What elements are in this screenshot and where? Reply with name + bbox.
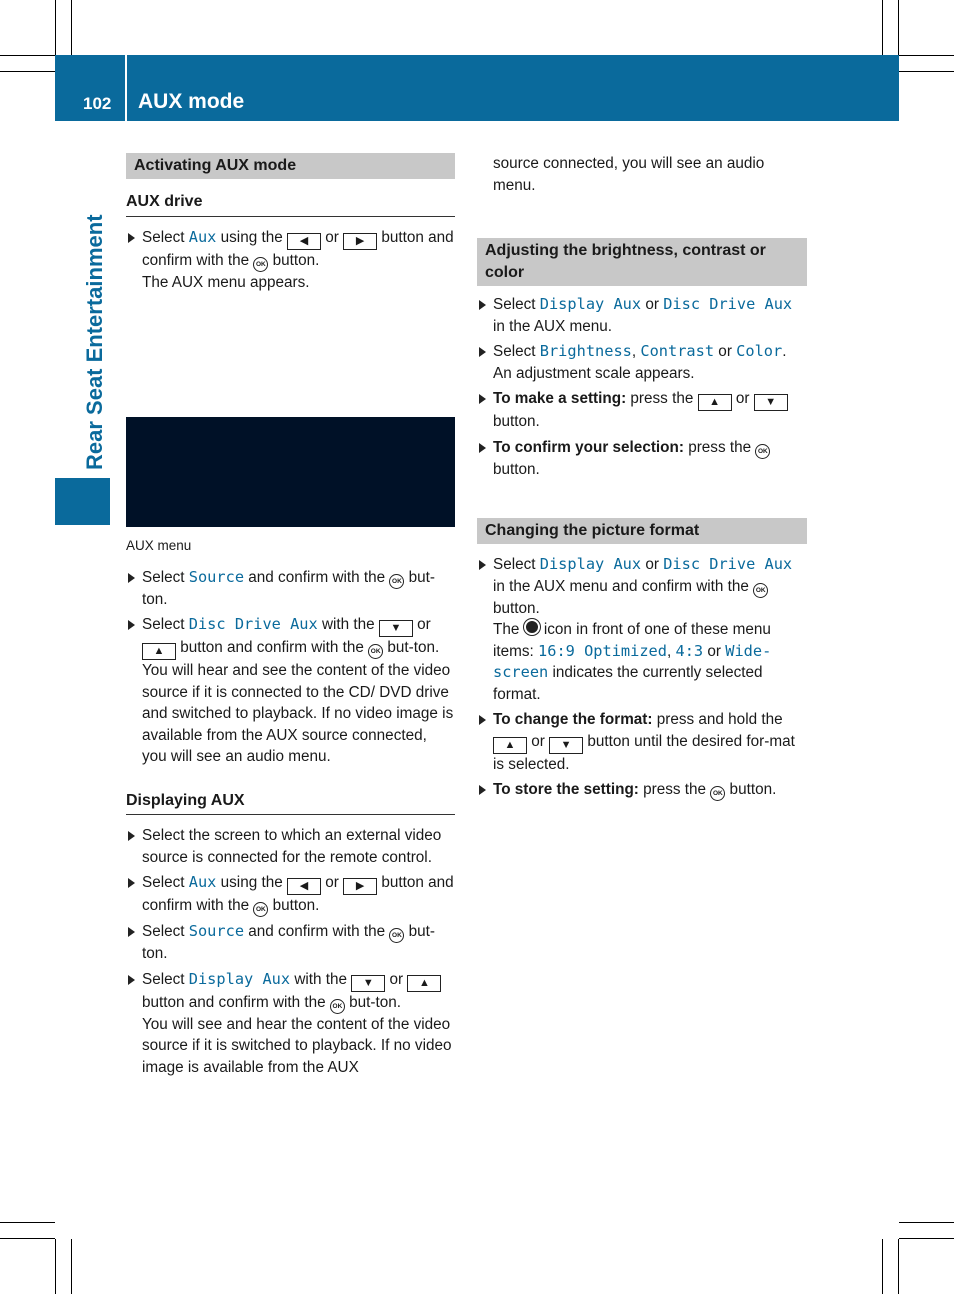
menu-item-code: Source — [188, 922, 245, 940]
text: or — [412, 616, 431, 633]
text: button and confirm with the — [142, 874, 454, 914]
list-item — [477, 294, 807, 337]
menu-item-code: 4:3 — [675, 641, 704, 660]
text: or — [385, 970, 408, 988]
bullet-arrow-icon — [128, 878, 135, 888]
text: but-ton. — [344, 993, 402, 1011]
text: . — [782, 343, 787, 360]
menu-item-code: Source — [188, 567, 245, 586]
bullet-arrow-icon — [479, 347, 486, 357]
list-item — [126, 921, 455, 965]
crop-mark — [898, 1239, 899, 1294]
text: or — [641, 556, 664, 573]
aux-menu-screen-image — [126, 417, 455, 527]
text: button. — [268, 251, 320, 269]
chapter-label: Rear Seat Entertainment — [82, 214, 107, 470]
text: or — [714, 343, 737, 360]
list-item — [477, 437, 807, 481]
menu-item-code: Brightness — [539, 342, 632, 360]
text: button and confirm with the — [142, 993, 330, 1011]
up-arrow-button-icon: ▲ — [493, 737, 527, 754]
menu-item-code: 16:9 Optimized — [538, 641, 667, 660]
menu-item-code: Aux — [188, 873, 217, 891]
text: using the — [216, 228, 287, 246]
list-item — [126, 872, 455, 917]
step-result: You will see and hear the content of the video source if it is switched to playback. If no video image is available from the AUX — [142, 1015, 452, 1076]
text: button. — [725, 781, 777, 798]
bullet-arrow-icon — [479, 443, 486, 453]
text: press the — [683, 438, 756, 456]
subsection-heading: AUX drive — [126, 191, 455, 217]
crop-mark — [898, 0, 899, 55]
bullet-arrow-icon — [479, 560, 486, 570]
text: using the — [216, 874, 287, 891]
step-result: You will hear and see the content of the video source if it is connected to the CD/ DVD drive and switched to playback. If no video image is available from the AUX source connected, you will see an audio menu. — [142, 662, 454, 765]
image-placeholder — [126, 297, 455, 409]
text: press the — [638, 781, 711, 798]
down-arrow-button-icon: ▼ — [379, 620, 413, 637]
text: with the — [317, 616, 379, 633]
text: button. — [493, 460, 540, 478]
text: or — [321, 874, 344, 891]
crop-mark — [71, 1239, 72, 1294]
list-item — [477, 779, 807, 801]
crop-mark — [71, 0, 72, 55]
crop-mark — [899, 55, 954, 56]
bullet-arrow-icon — [479, 785, 486, 795]
bullet-arrow-icon — [128, 975, 135, 985]
crop-mark — [882, 1239, 883, 1294]
bullet-arrow-icon — [479, 715, 486, 725]
text: or — [527, 732, 550, 750]
menu-item-code: Aux — [188, 227, 217, 246]
text: indicates the currently selected format. — [493, 664, 763, 703]
menu-item-code: Display Aux — [539, 555, 642, 573]
right-column — [477, 153, 807, 805]
right-arrow-button-icon: ▶ — [343, 233, 377, 250]
text: but-ton. — [142, 923, 436, 962]
down-arrow-button-icon: ▼ — [351, 975, 385, 992]
menu-item-code: Color — [736, 342, 783, 360]
menu-item-code: Display Aux — [539, 295, 642, 313]
section-title: Adjusting the brightness, contrast or color — [477, 238, 807, 286]
text: Select — [493, 296, 540, 313]
text: or — [321, 228, 344, 246]
ok-button-icon: OK — [330, 999, 345, 1014]
crop-mark — [899, 1222, 954, 1223]
menu-item-code: Contrast — [640, 342, 715, 360]
text: button and confirm with the — [176, 639, 369, 656]
bullet-arrow-icon — [128, 233, 135, 243]
list-item — [477, 341, 807, 384]
text: press the — [626, 390, 698, 407]
crop-mark — [899, 1238, 954, 1239]
left-arrow-button-icon: ◀ — [287, 233, 321, 250]
step-result: The AUX menu appears. — [142, 273, 310, 291]
section-title: Activating AUX mode — [126, 153, 455, 179]
step-label: To make a setting: — [493, 390, 627, 407]
crop-mark — [0, 71, 55, 72]
text: icon in front of one of these menu items: — [493, 621, 771, 660]
list-item — [477, 554, 807, 705]
text: Select — [493, 556, 540, 573]
step-result: An adjustment scale appears. — [493, 364, 695, 382]
list-item — [126, 825, 455, 868]
text: Select — [142, 228, 189, 246]
text: button until the desired for-mat is selected. — [493, 732, 795, 773]
list-item — [477, 388, 807, 433]
text: or — [703, 642, 726, 660]
text: button and confirm with the — [142, 228, 454, 269]
menu-item-code: Disc Drive Aux — [188, 615, 318, 633]
list-item — [126, 567, 455, 611]
crop-mark — [0, 1222, 55, 1223]
text: Select — [493, 343, 540, 360]
page-title: AUX mode — [138, 90, 245, 113]
bullet-arrow-icon — [128, 620, 135, 630]
menu-item-code: Display Aux — [188, 969, 291, 988]
text: The — [493, 621, 524, 638]
bullet-arrow-icon — [128, 831, 135, 841]
figure-caption: AUX menu — [126, 538, 192, 553]
left-arrow-button-icon: ◀ — [287, 878, 321, 895]
text: Select — [142, 874, 189, 891]
text: , — [631, 343, 641, 360]
crop-mark — [0, 55, 55, 56]
step-label: To confirm your selection: — [493, 438, 684, 456]
bullet-arrow-icon — [128, 573, 135, 583]
text: but-ton. — [383, 639, 440, 656]
bullet-arrow-icon — [479, 394, 486, 404]
text: with the — [290, 970, 352, 988]
menu-item-code: Wide-screen — [493, 641, 772, 681]
crop-mark — [899, 71, 954, 72]
text: press and hold the — [652, 711, 783, 728]
ok-button-icon: OK — [368, 644, 383, 659]
text: Select — [142, 616, 189, 633]
ok-button-icon: OK — [389, 928, 404, 943]
right-arrow-button-icon: ▶ — [343, 878, 377, 895]
page-number: 102 — [83, 94, 112, 113]
text: but-ton. — [142, 568, 436, 608]
text: in the AUX menu. — [493, 317, 613, 335]
ok-button-icon: OK — [253, 902, 268, 917]
step-label: To change the format: — [493, 711, 653, 728]
text: button. — [493, 413, 540, 430]
bullet-arrow-icon — [479, 300, 486, 310]
ok-button-icon: OK — [389, 574, 404, 589]
list-item — [126, 614, 455, 768]
text: button. — [268, 897, 320, 914]
menu-item-code: Disc Drive Aux — [663, 295, 793, 313]
up-arrow-button-icon: ▲ — [698, 394, 732, 411]
crop-mark — [55, 0, 56, 55]
text: Select the screen to which an external video source is connected for the remote control. — [142, 827, 442, 866]
crop-mark — [55, 1239, 56, 1294]
crop-mark — [882, 0, 883, 55]
text: Select — [142, 970, 189, 988]
section-title: Changing the picture format — [477, 518, 807, 544]
crop-mark — [0, 1238, 55, 1239]
up-arrow-button-icon: ▲ — [407, 975, 441, 992]
text: , — [666, 642, 676, 660]
text: Select — [142, 923, 189, 940]
subsection-heading: Displaying AUX — [126, 790, 455, 816]
text: or — [731, 390, 754, 407]
down-arrow-button-icon: ▼ — [549, 737, 583, 754]
text: or — [641, 296, 664, 313]
text: Select — [142, 568, 189, 586]
menu-item-code: Disc Drive Aux — [663, 555, 793, 573]
list-item — [126, 969, 455, 1079]
text: button. — [493, 599, 540, 617]
down-arrow-button-icon: ▼ — [754, 394, 788, 411]
text: and confirm with the — [244, 568, 390, 586]
text: in the AUX menu and confirm with the — [493, 577, 754, 595]
step-label: To store the setting: — [493, 781, 639, 798]
ok-button-icon: OK — [753, 583, 768, 598]
list-item — [126, 227, 455, 294]
ok-button-icon: OK — [710, 786, 725, 801]
ok-button-icon: OK — [253, 257, 268, 272]
left-column — [126, 153, 455, 1082]
header-divider — [125, 55, 127, 121]
bullet-arrow-icon — [128, 927, 135, 937]
continued-text: source connected, you will see an audio menu. — [493, 155, 765, 194]
text: and confirm with the — [244, 923, 390, 940]
up-arrow-button-icon: ▲ — [142, 643, 176, 660]
chapter-tab-marker — [55, 478, 110, 525]
list-item — [477, 709, 807, 775]
ok-button-icon: OK — [755, 444, 770, 459]
selected-dot-icon — [524, 619, 540, 635]
